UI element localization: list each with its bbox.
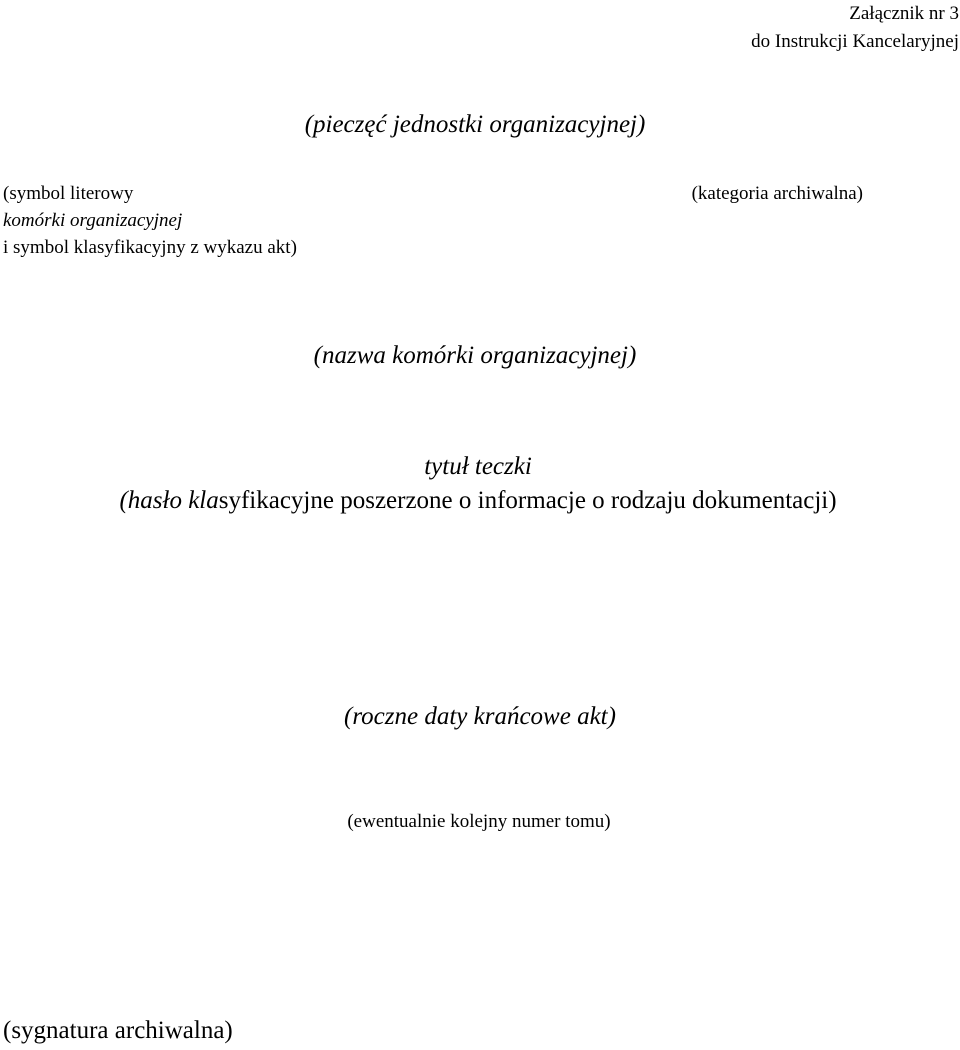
folder-title-block (0, 450, 960, 518)
seal-placeholder: (pieczęć jednostki organizacyjnej) (304, 111, 646, 138)
symbol-line-3: i symbol klasyfikacyjny z wykazu akt) (3, 237, 297, 258)
symbol-line-1: (symbol literowy (3, 183, 134, 204)
symbol-line-2: komórki organizacyjnej (3, 210, 183, 231)
archival-signature: (sygnatura archiwalna) (3, 1017, 233, 1044)
folder-title: tytuł teczki (424, 453, 532, 480)
annex-number: Załącznik nr 3 (849, 3, 959, 24)
boundary-dates: (roczne daty krańcowe akt) (344, 703, 616, 730)
folder-title-description (0, 484, 956, 518)
unit-name-placeholder: (nazwa komórki organizacyjnej) (313, 342, 637, 369)
archival-category: (kategoria archiwalna) (691, 183, 863, 204)
folder-title-description-rest: syfikacyjne poszerzone o informacje o rodzaju dokumentacji) (218, 487, 837, 514)
symbol-block (3, 180, 297, 261)
folder-title-description-italic: (hasło kla (119, 487, 219, 514)
annex-note (751, 0, 959, 56)
annex-reference: do Instrukcji Kancelaryjnej (751, 31, 959, 52)
volume-number: (ewentualnie kolejny numer tomu) (347, 811, 611, 832)
